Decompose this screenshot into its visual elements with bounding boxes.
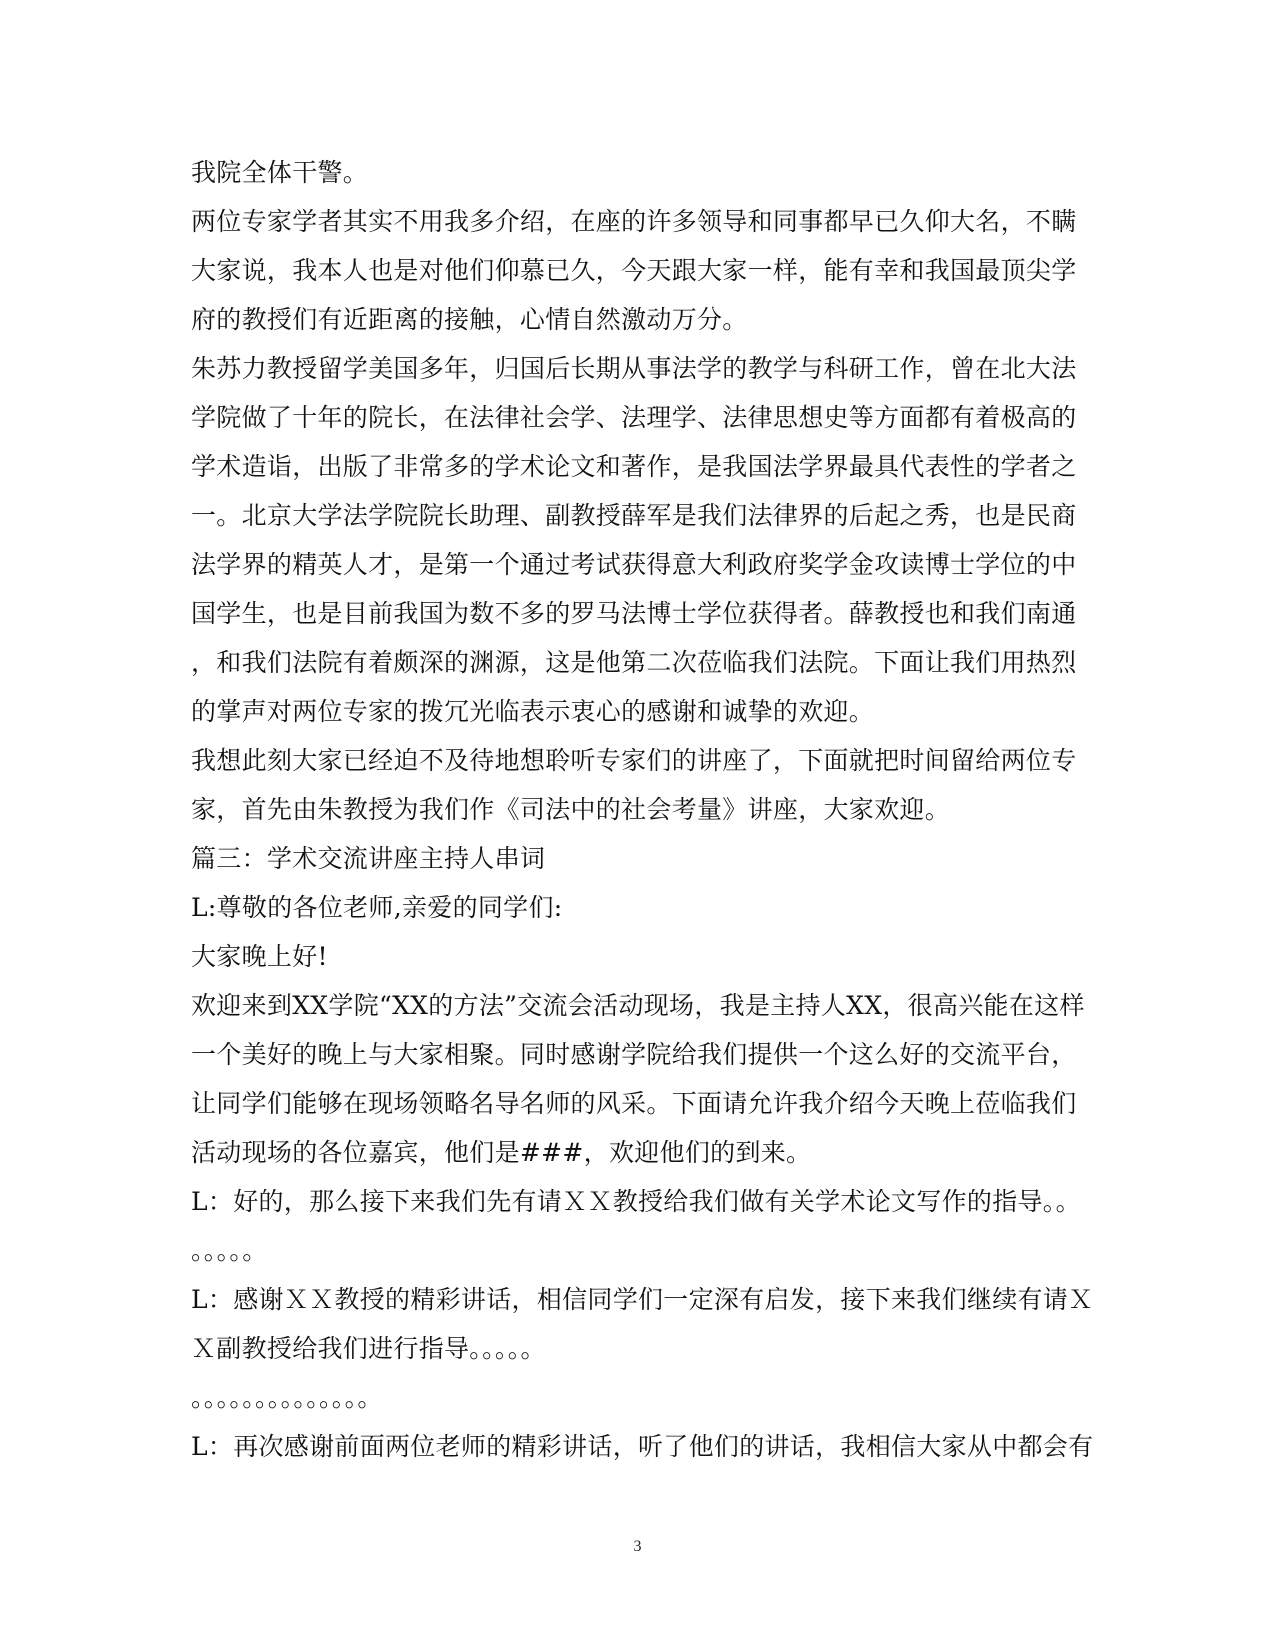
- text-line: 学院做了十年的院长，在法律社会学、法理学、法律思想史等方面都有着极高的: [191, 403, 1077, 432]
- text-line: 国学生，也是目前我国为数不多的罗马法博士学位获得者。薛教授也和我们南通: [191, 599, 1077, 628]
- text-line: 大家说，我本人也是对他们仰慕已久，今天跟大家一样，能有幸和我国最顶尖学: [191, 256, 1077, 285]
- text-line: 的掌声对两位专家的拨冗光临表示衷心的感谢和诚挚的欢迎。: [191, 697, 875, 726]
- text-line: 两位专家学者其实不用我多介绍，在座的许多领导和同事都早已久仰大名，不瞒: [191, 207, 1077, 236]
- text-line: 我想此刻大家已经迫不及待地想聆听专家们的讲座了，下面就把时间留给两位专: [191, 746, 1077, 775]
- text-line: 。。。。。。。。。。。。。。: [191, 1383, 383, 1412]
- text-line: 。。。。。: [191, 1236, 268, 1265]
- text-line: 一个美好的晚上与大家相聚。同时感谢学院给我们提供一个这么好的交流平台，: [191, 1040, 1077, 1069]
- text-line: 让同学们能够在现场领略名导名师的风采。下面请允许我介绍今天晚上莅临我们: [191, 1089, 1077, 1118]
- text-line: 法学界的精英人才，是第一个通过考试获得意大利政府奖学金攻读博士学位的中: [191, 550, 1077, 579]
- text-line: L：感谢ＸＸ教授的精彩讲话，相信同学们一定深有启发，接下来我们继续有请Ｘ: [191, 1285, 1094, 1314]
- section-heading: 篇三：学术交流讲座主持人串词: [191, 844, 546, 873]
- text-line: 大家晚上好!: [191, 942, 328, 971]
- text-line: 家，首先由朱教授为我们作《司法中的社会考量》讲座，大家欢迎。: [191, 795, 951, 824]
- text-line: Ｘ副教授给我们进行指导。。。。。: [191, 1334, 546, 1363]
- text-line: 府的教授们有近距离的接触，心情自然激动万分。: [191, 305, 748, 334]
- text-line: 朱苏力教授留学美国多年，归国后长期从事法学的教学与科研工作，曾在北大法: [191, 354, 1077, 383]
- text-line: L：再次感谢前面两位老师的精彩讲话，听了他们的讲话，我相信大家从中都会有: [191, 1432, 1094, 1461]
- text-line: ，和我们法院有着颇深的渊源，这是他第二次莅临我们法院。下面让我们用热烈: [191, 648, 1077, 677]
- text-line: 欢迎来到XX学院“XX的方法”交流会活动现场，我是主持人XX，很高兴能在这样: [191, 991, 1085, 1020]
- text-line: 学术造诣，出版了非常多的学术论文和著作，是我国法学界最具代表性的学者之: [191, 452, 1077, 481]
- text-line: 活动现场的各位嘉宾，他们是###，欢迎他们的到来。: [191, 1138, 812, 1167]
- text-line: L:尊敬的各位老师,亲爱的同学们:: [191, 893, 563, 922]
- page-number: 3: [633, 1538, 642, 1555]
- text-line: 我院全体干警。: [191, 158, 369, 187]
- document-body: [191, 148, 1094, 1471]
- text-line: L：好的，那么接下来我们先有请ＸＸ教授给我们做有关学术论文写作的指导。。: [191, 1187, 1081, 1216]
- text-line: 一。北京大学法学院院长助理、副教授薛军是我们法律界的后起之秀，也是民商: [191, 501, 1077, 530]
